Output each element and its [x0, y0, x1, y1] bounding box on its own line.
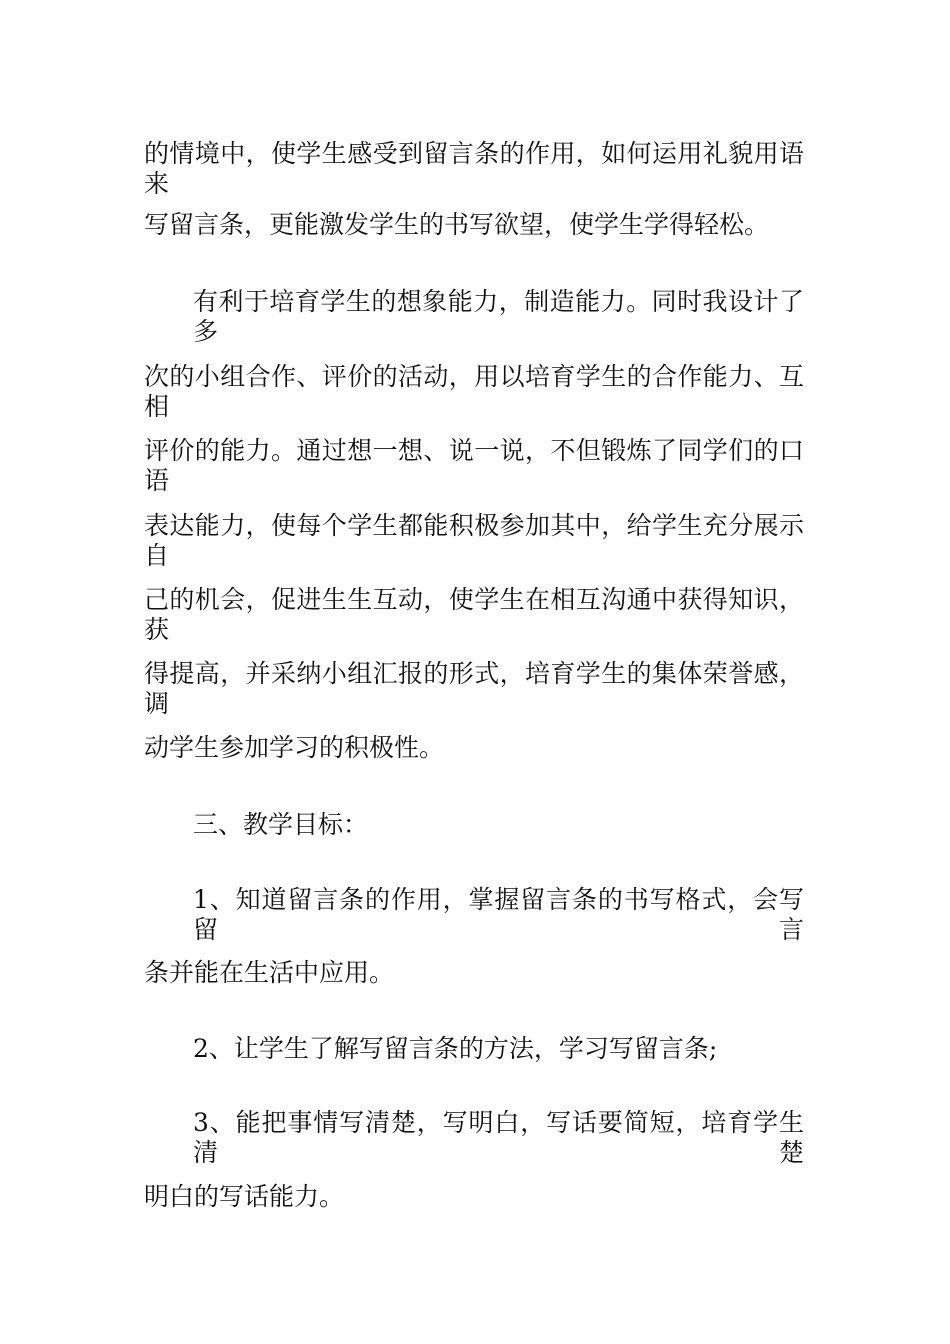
body-text-line: 评价的能力。通过想一想、说一说，不但锻炼了同学们的口语: [144, 436, 804, 495]
body-text-line: 己的机会，促进生生互动，使学生在相互沟通中获得知识，获: [144, 585, 804, 644]
body-text-line: 明白的写话能力。: [144, 1182, 345, 1211]
body-text-line: 写留言条，更能激发学生的书写欲望，使学生学得轻松。: [144, 210, 770, 239]
section-heading: 三、教学目标：: [193, 810, 369, 839]
list-item-1: 1、知道留言条的作用，掌握留言条的书写格式，会写留言: [193, 885, 804, 944]
body-text-line: 动学生参加学习的积极性。: [144, 733, 445, 762]
list-item-2: 2、让学生了解写留言条的方法，学习写留言条;: [193, 1034, 718, 1063]
body-text-line: 次的小组合作、评价的活动，用以培育学生的合作能力、互相: [144, 362, 804, 421]
body-text-line: 表达能力，使每个学生都能积极参加其中，给学生充分展示自: [144, 511, 804, 570]
list-item-3: 3、能把事情写清楚，写明白，写话要简短，培育学生清楚: [193, 1108, 804, 1167]
paragraph-first-line: 有利于培育学生的想象能力，制造能力。同时我设计了多: [193, 287, 804, 346]
body-text-line: 得提高，并采纳小组汇报的形式，培育学生的集体荣誉感，调: [144, 659, 804, 718]
body-text-line: 的情境中，使学生感受到留言条的作用，如何运用礼貌用语来: [144, 139, 804, 198]
body-text-line: 条并能在生活中应用。: [144, 958, 395, 987]
